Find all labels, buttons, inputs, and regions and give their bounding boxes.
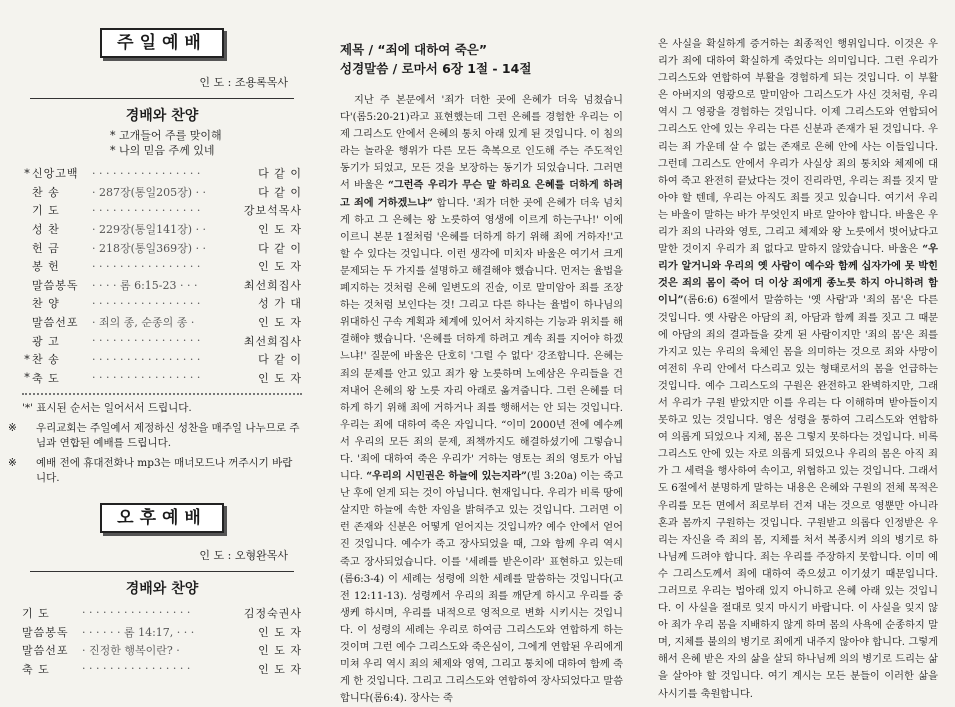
order-mark xyxy=(22,257,32,276)
sermon-scripture: 성경말씀 / 로마서 6장 1절 - 14절 xyxy=(340,61,532,76)
order-detail: · · · · · · · · · · · · · · · · xyxy=(92,371,201,385)
order-item: 말씀봉독 xyxy=(22,625,69,639)
order-item: 찬 송 xyxy=(32,185,60,199)
sermon-quote: “우리의 시민권은 하늘에 있는지라” xyxy=(366,470,527,483)
praise-song: * 나의 믿음 주께 있네 xyxy=(110,144,215,157)
footnote xyxy=(8,456,302,487)
afternoon-leader: 인 도 : 오형완목사 xyxy=(199,548,288,562)
divider xyxy=(30,98,294,99)
order-mark xyxy=(22,294,32,313)
order-item: 축 도 xyxy=(22,662,50,676)
sermon-text: “이미 2000년 전에 예수께서 우리의 모든 죄의 문제, 죄책까지도 해결하셨기에 그렇습니다. '죄에 대하여 죽은 우리가' 거하는 영토는 죄의 영토가 아닙니다. xyxy=(340,419,623,483)
footnote xyxy=(8,421,302,452)
order-mark xyxy=(22,331,32,350)
order-row xyxy=(22,276,302,295)
order-mark xyxy=(22,238,32,257)
morning-order-table xyxy=(22,164,302,387)
sermon-quote: “우리가 알거니와 우리의 옛 사람이 예수와 함께 십자가에 못 박힌 것은 죄의 몸이 죽어 더 이상 죄에게 종노릇 하지 아니하려 함이니” xyxy=(658,243,938,307)
order-person: 인 도 자 xyxy=(258,260,302,274)
order-person: 인 도 자 xyxy=(258,316,302,330)
order-person: 강보석목사 xyxy=(243,204,302,218)
sermon-column xyxy=(340,40,624,705)
order-item: 축 도 xyxy=(32,371,60,385)
order-mark xyxy=(22,276,32,295)
order-detail: · 287장(통일205장) · · xyxy=(92,185,207,199)
order-person: 최선희집사 xyxy=(243,334,302,348)
order-detail: · · · · · · 롬 14:17, · · · xyxy=(82,625,195,639)
footnote-mark: ※ xyxy=(8,421,17,434)
order-person: 다 같 이 xyxy=(258,241,302,255)
order-item: 기 도 xyxy=(32,204,60,218)
afternoon-service-title: 오후예배 xyxy=(100,503,224,533)
order-person: 다 같 이 xyxy=(258,167,302,181)
order-mark: * xyxy=(24,371,30,385)
order-item: 말씀선포 xyxy=(22,644,69,658)
footnote-text: 예배 전에 휴대전화나 mp3는 매너모드나 꺼주시기 바랍니다. xyxy=(36,456,293,485)
order-row xyxy=(22,183,302,202)
sermon-text: 은 사실을 확실하게 증거하는 최종적인 행위입니다. 이것은 우리가 죄에 대하여 확실하게 죽었다는 의미입니다. 그런 우리가 그리스도와 연합하여 부활을 경험하게 되는 것입니다. 이 부활은 아버지의 영광으로 말미암아 그리스도가 사신 것처럼, 우리 역시 그 영광을 경험하는 것입니다. 이제 그리스도와 연합되어 그리스도 안에 있는 우리는 다른 신분과 존재가 된 것입니다. 우리는 죄 가운데 살 수 없는 존재로 은혜 안에 사는 이들입니다. 그런데 그리스도 안에서 우리가 사실상 죄의 통치와 체제에 대하여 죽고 완전히 끝났다는 것이 진리라면, 우리는 죄를 짓지 말아야 할 텐데, 우리는 아직도 죄를 짓고 있습니다. 여기서 우리는 바울이 말하는 바가 무엇인지 바로 알아야 합니다. 바울은 우리가 죄의 나라와 영토, 그리고 체제와 왕 노릇에서 벗어났다고 말한 것이지 우리가 죄 없다고 말하지 않았습니다. 바울은 xyxy=(658,39,938,256)
praise-song: * 고개들어 주를 맞이해 xyxy=(110,129,222,142)
order-person: 다 같 이 xyxy=(258,185,302,199)
sermon-continued-body xyxy=(658,36,938,703)
morning-leader: 인 도 : 조용록목사 xyxy=(199,76,288,89)
order-row xyxy=(22,294,302,313)
order-item: 말씀봉독 xyxy=(32,278,79,292)
order-person: 최선희집사 xyxy=(243,278,302,292)
order-detail: · 죄의 종, 순종의 종 · xyxy=(92,316,195,330)
order-person: 성 가 대 xyxy=(258,297,302,311)
order-mark xyxy=(22,220,32,239)
worship-order-column xyxy=(8,28,302,676)
order-item: 말씀선포 xyxy=(32,316,79,330)
sermon-continued-column xyxy=(658,36,938,700)
praise-song-list xyxy=(110,128,302,158)
order-mark: * xyxy=(24,352,30,366)
sermon-text: (롬6:6) 6절에서 말씀하는 '옛 사람'과 '죄의 몸'은 다른 것입니다. 옛 사람은 아담의 죄, 아담과 함께 죄를 짓고 그 때문에 아담의 죄의 결과들을 갖게 된 사람이지만 '죄의 몸'은 죄를 가지고 있는 우리의 육체인 몸을 의미하는 것으로 죄와 사망이 여전히 우리 안에서 다스리고 있는 형태로서의 몸을 언급하는 것입니다. 예수 그리스도의 구원은 완전하고 완벽하지만, 그래서 우리가 구원 받았지만 이를 우리는 다 이해하며 받아들이지 못하고 있는 것입니다. 영은 성령을 통하여 그리스도와 연합하여 의롭게 되었으나 지체, 몸은 그렇지 못하다는 것입니다. 비록 그리스도 안에 있는 자로 의롭게 되었으나 우리의 몸은 아직 죄가 그 세력을 행사하여 속이고, 위협하고 있는 것입니다. 그래서도 6절에서 분명하게 말하는 내용은 은혜와 구원의 전체 목적은 우리를 모든 면에서 죄로부터 건져 내는 것으로 영뿐만 아니라 혼과 몸까지 구원하는 것입니다. 구원받고 의롭다 인정받은 우리는 자신을 즉 죄의 몸, 지체를 처서 복종시켜 의의 병기로 하나님께 드려야 합니다. 죄는 우리를 주장하지 못합니다. 이미 예수 그리스도께서 죄에 대하여 죽으셨고 이기셨기 때문입니다. 그러므로 우리는 법아래 있지 아니하고 은혜 아래 있는 것입니다. 이 사실을 절대로 잊지 마시기 바랍니다. 이 사실을 잊지 않아 죄가 우리 몸을 지배하지 않게 하며 몸의 사욕에 순종하지 말며, 지체를 불의의 병기로 죄에게 내주지 않아야 합니다. 그렇게 해서 은혜 받은 자의 삶을 살되 하나님께 의의 병기로 드리는 삶을 살아야 할 것입니다. 여기 계시는 모든 분들이 이러한 삶을 사시기를 축원합니다. xyxy=(658,295,938,700)
order-row xyxy=(22,257,302,276)
sermon-body xyxy=(340,92,623,707)
order-row xyxy=(22,313,302,332)
order-person: 김정숙권사 xyxy=(243,606,302,620)
order-row xyxy=(22,331,302,350)
order-item: 광 고 xyxy=(32,334,60,348)
order-row xyxy=(22,220,302,239)
order-item: 신앙고백 xyxy=(32,167,79,181)
order-row xyxy=(22,641,302,660)
order-mark: * xyxy=(24,166,30,180)
order-row xyxy=(22,164,302,183)
order-detail: · 진정한 행복이란? · xyxy=(82,644,180,658)
order-detail: · · · · 롬 6:15-23 · · · xyxy=(92,278,198,292)
order-row xyxy=(22,201,302,220)
sermon-text: (빌 3:20a) 이는 죽고 난 후에 얻게 되는 것이 아닙니다. 현재입니다. 우리가 비록 땅에 살지만 하늘에 속한 자임을 밝혀주고 있는 것입니다. 그러면 이런 존재와 신분은 어떻게 얻어지는 것입니까? 예수 안에서 얻어진 것입니다. 예수가 죽고 장사되었을 때, 그와 함께 우리 역시 죽고 장사되었습니다. 이를 '세례를 받은이라' 표현하고 있는데(롬6:3-4) 이 세례는 성령에 의한 세례를 말씀하는 것입니다(고전 12:11-13). 성령께서 우리의 죄를 깨닫게 하시고 우리를 중생케 하시며, 우리를 내적으로 영적으로 변화 시키시는 것입니다. 이 성령의 세례는 우리로 하여금 그리스도와 연합하게 하는 것이며 그런 예수 그리스도와 죽은심이, 그에게 연합된 우리에게 미쳐 우리 역시 죄의 체제와 영역, 그리고 통치에 대하여 함께 죽게 한 것입니다. 그리고 그리스도와 연합하여 장사되었다고 말씀합니다(롬6:4). 장사는 죽 xyxy=(340,471,624,705)
order-detail: · · · · · · · · · · · · · · · · xyxy=(82,606,191,620)
order-person: 인 도 자 xyxy=(258,625,302,639)
order-row xyxy=(22,604,302,623)
order-detail: · · · · · · · · · · · · · · · · xyxy=(92,296,201,310)
footnote xyxy=(22,401,302,417)
dotted-divider xyxy=(22,393,302,395)
order-item: 찬 송 xyxy=(32,353,60,367)
order-detail: · · · · · · · · · · · · · · · · xyxy=(92,352,201,366)
order-row xyxy=(22,622,302,641)
order-detail: · · · · · · · · · · · · · · · · xyxy=(92,166,201,180)
sermon-quote: “그런즉 우리가 무슨 말 하리요 은혜를 더하게 하려고 죄에 거하겠느냐” xyxy=(340,179,623,209)
order-item: 기 도 xyxy=(22,606,50,620)
order-detail: · · · · · · · · · · · · · · · · xyxy=(82,662,191,676)
order-detail: · · · · · · · · · · · · · · · · xyxy=(92,203,201,217)
sermon-text: 합니다. '죄가 더한 곳에 은혜가 더욱 넘치게 하고 그 은혜는 왕 노릇하여 영생에 이르게 하는구나!' 이에 이르니 본문 1절처럼 '은혜를 더하게 하기 위해 죄에 거하자!'고 할 수 있다는 것입니다. 이런 생각에 미치자 바울은 여기서 크게 문제되는 두 가지를 설명하고 해결해야 했습니다. 먼저는 율법을 폐지하는 것처럼 은혜 일변도의 진술, 이로 말미암아 죄를 조장하는 것처럼 보인다는 것! 그리고 다른 하나는 율법이 하나님의 위대하신 구속 계획과 체계에 있어서 차지하는 기능과 위치를 해결해야 했습니다. '은혜를 더하게 하려고 계속 죄를 지어야 하겠느냐!' 질문에 바울은 단호히 '그럴 수 없다' 강조합니다. 은혜는 죄의 문제를 안고 있고 죄가 왕 노릇하며 노예삼은 우리들을 건져내어 은혜의 왕 노릇 자리 아래로 옮겨줍니다. 그런 은혜를 더하게 하기 위해 죄에 거하거나 죄를 행해서는 안 되는 것입니다. 우리는 죄에 대하여 죽은 자입니다. xyxy=(340,197,623,431)
order-person: 다 같 이 xyxy=(258,353,302,367)
afternoon-praise-title: 경배와 찬양 xyxy=(125,580,199,597)
afternoon-order-table xyxy=(22,604,302,678)
sermon-text: 지난 주 본문에서 '죄가 더한 곳에 은혜가 더욱 넘쳤습니다'(롬5:20-21)라고 표현했는데 그런 은혜를 경험한 우리는 이제 그리스도 안에서 은혜의 통치 아래 있게 된 것입니다. 이 침의라는 놀라운 행위가 다른 모든 축복으로 인도해 주는 주도적인 동기가 되었고, 모든 것을 보장하는 동기가 되었습니다. 그러면서 바울은 xyxy=(340,95,623,192)
footnotes xyxy=(8,401,302,487)
order-detail: · 229장(통일141장) · · xyxy=(92,223,207,237)
order-detail: · 218장(통일369장) · · xyxy=(92,241,207,255)
order-detail: · · · · · · · · · · · · · · · · xyxy=(92,334,201,348)
footnote-text: 표시된 순서는 일어서서 드립니다. xyxy=(36,402,192,415)
order-person: 인 도 자 xyxy=(258,223,302,237)
divider xyxy=(30,571,294,572)
order-item: 찬 양 xyxy=(32,297,60,311)
morning-praise-title: 경배와 찬양 xyxy=(125,108,199,124)
morning-service-title: 주일예배 xyxy=(100,28,224,58)
order-mark xyxy=(22,201,32,220)
order-mark xyxy=(22,183,32,202)
footnote-text: 우리교회는 주일예서 제정하신 성찬을 매주일 나누므로 주님과 연합된 예배를 드립니다. xyxy=(36,421,300,450)
order-row xyxy=(22,238,302,257)
order-detail: · · · · · · · · · · · · · · · · xyxy=(92,259,201,273)
order-item: 봉 헌 xyxy=(32,260,60,274)
order-row xyxy=(22,350,302,369)
order-person: 인 도 자 xyxy=(258,644,302,658)
order-person: 인 도 자 xyxy=(258,371,302,385)
sermon-title: 제목 / “죄에 대하여 죽은” xyxy=(340,42,488,57)
order-person: 인 도 자 xyxy=(258,662,302,676)
footnote-mark: ※ xyxy=(8,456,17,469)
order-row xyxy=(22,369,302,388)
footnote-mark: '*' xyxy=(22,402,34,415)
order-mark xyxy=(22,313,32,332)
order-item: 헌 금 xyxy=(32,241,60,255)
order-item: 성 찬 xyxy=(32,223,60,237)
order-row xyxy=(22,659,302,678)
